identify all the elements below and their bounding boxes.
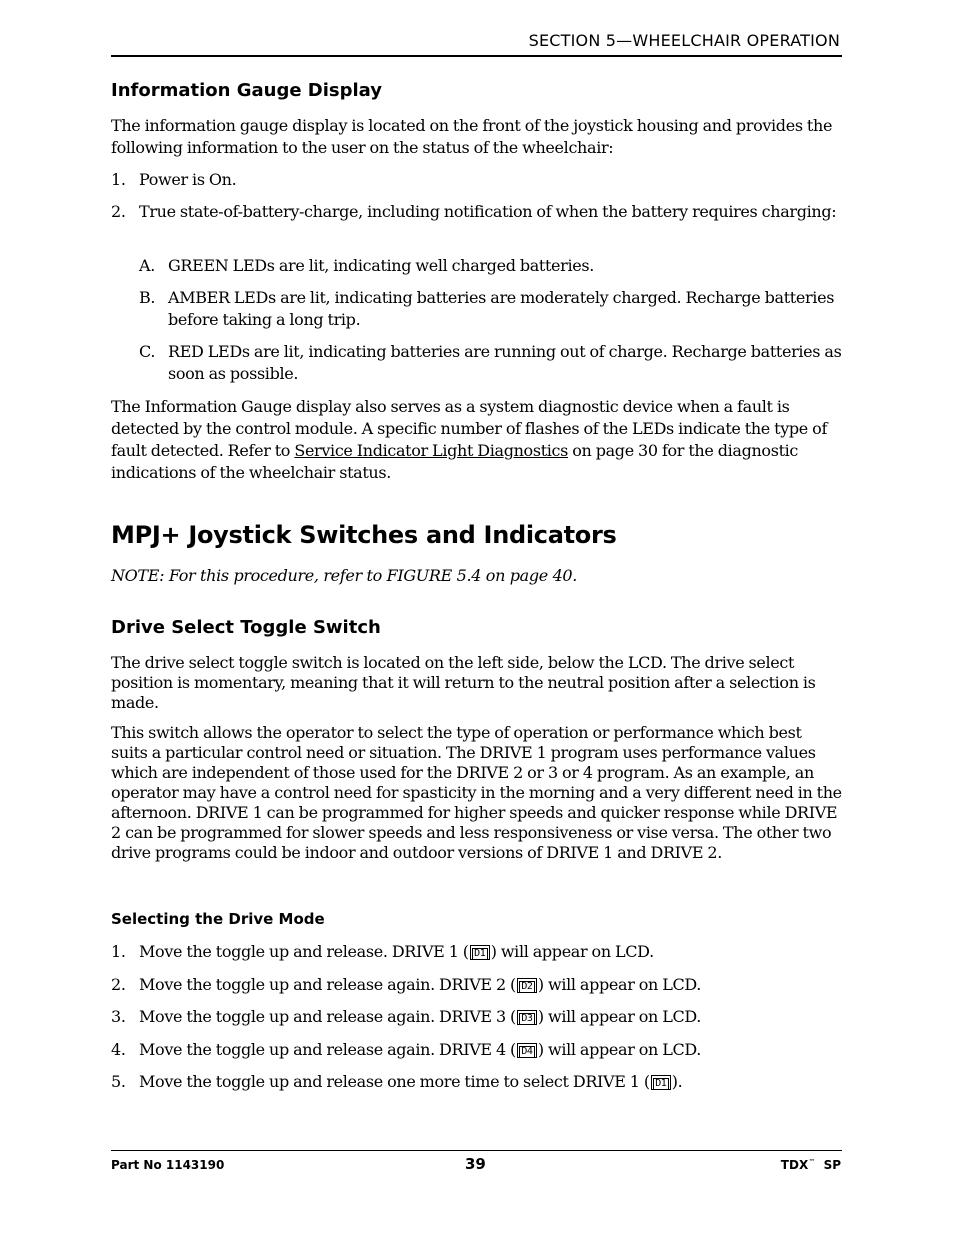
part-number: Part No 1143190 bbox=[111, 1158, 225, 1172]
sub-list-item-text: AMBER LEDs are lit, indicating batteries are moderately charged. Recharge batteries before taking a long trip. bbox=[168, 288, 835, 329]
drive-step-text-pre: Move the toggle up and release again. DRIVE 2 ( bbox=[139, 975, 516, 994]
drive-step-number: 2. bbox=[111, 975, 126, 994]
drive-1-icon: D1 bbox=[651, 1075, 671, 1090]
sub-list-item-letter: A. bbox=[139, 256, 155, 275]
sub-list-item-letter: B. bbox=[139, 288, 156, 307]
drive-step-number: 4. bbox=[111, 1040, 126, 1059]
product-suffix: SP bbox=[823, 1158, 841, 1172]
drive-select-para-2: This switch allows the operator to select the type of operation or performance which best suits a particular control need or situation. The DRIVE 1 program uses performance values which are independent of those used for the DRIVE 2 or 3 or 4 program. As an example, an operator may have a control need for spasticity in the morning and a very different need in the afternoon. DRIVE 1 can be programmed for higher speeds and quicker response while DRIVE 2 can be programmed for slower speeds and less responsiveness or vise versa. The other two drive programs could be indoor and outdoor versions of DRIVE 1 and DRIVE 2. bbox=[111, 723, 842, 862]
drive-4-icon: D4 bbox=[517, 1043, 537, 1058]
diagnostic-paragraph bbox=[111, 396, 842, 484]
trademark-symbol: ™ bbox=[808, 1158, 816, 1166]
info-gauge-heading: Information Gauge Display bbox=[111, 80, 383, 101]
sub-list-item-letter: C. bbox=[139, 342, 156, 361]
drive-step-number: 5. bbox=[111, 1072, 126, 1091]
list-item-text: True state-of-battery-charge, including notification of when the battery requires charging: bbox=[139, 202, 837, 221]
drive-1-icon: D1 bbox=[470, 945, 490, 960]
drive-select-heading: Drive Select Toggle Switch bbox=[111, 617, 381, 638]
info-gauge-intro: The information gauge display is located on the front of the joystick housing and provides the following information to the user on the status of the wheelchair: bbox=[111, 116, 833, 157]
drive-select-para-1: The drive select toggle switch is located on the left side, below the LCD. The drive select position is momentary, meaning that it will return to the neutral position after a selection is made. bbox=[111, 653, 816, 712]
header-rule bbox=[111, 55, 842, 57]
list-item bbox=[111, 169, 842, 191]
mpj-section-title: MPJ+ Joystick Switches and Indicators bbox=[111, 521, 617, 549]
diagnostic-text-post: on page 30 for the diagnostic indications of the wheelchair status. bbox=[111, 441, 799, 482]
drive-step bbox=[111, 974, 842, 996]
drive-step-number: 1. bbox=[111, 942, 126, 961]
drive-step-text-pre: Move the toggle up and release one more time to select DRIVE 1 ( bbox=[139, 1072, 650, 1091]
drive-step-text-post: ) will appear on LCD. bbox=[490, 942, 654, 961]
drive-step-text-post: ) will appear on LCD. bbox=[537, 1007, 702, 1026]
drive-step bbox=[111, 1039, 842, 1061]
drive-step-text-post: ) will appear on LCD. bbox=[537, 975, 702, 994]
drive-step-number: 3. bbox=[111, 1007, 126, 1026]
sub-list-item bbox=[139, 341, 842, 385]
drive-step-text-post: ). bbox=[671, 1072, 683, 1091]
drive-mode-heading: Selecting the Drive Mode bbox=[111, 910, 325, 928]
sub-list-item bbox=[139, 255, 842, 277]
drive-step-text-pre: Move the toggle up and release. DRIVE 1 ( bbox=[139, 942, 469, 961]
drive-step-text-post: ) will appear on LCD. bbox=[537, 1040, 702, 1059]
drive-step-text-pre: Move the toggle up and release again. DRIVE 4 ( bbox=[139, 1040, 516, 1059]
drive-step bbox=[111, 1071, 842, 1093]
drive-3-icon: D3 bbox=[517, 1010, 537, 1025]
running-header: SECTION 5—WHEELCHAIR OPERATION bbox=[528, 31, 840, 50]
product-name-text: TDX bbox=[780, 1158, 809, 1172]
list-item-number: 1. bbox=[111, 170, 126, 189]
sub-list-item-text: RED LEDs are lit, indicating batteries are running out of charge. Recharge batteries as soon as possible. bbox=[168, 342, 842, 383]
drive-step bbox=[111, 941, 842, 963]
drive-step bbox=[111, 1006, 842, 1028]
service-indicator-link[interactable]: Service Indicator Light Diagnostics bbox=[294, 441, 569, 460]
page-number: 39 bbox=[465, 1155, 486, 1173]
product-name bbox=[781, 1158, 841, 1172]
footer-rule bbox=[111, 1150, 842, 1151]
drive-2-icon: D2 bbox=[517, 978, 537, 993]
list-item-text: Power is On. bbox=[139, 170, 237, 189]
list-item-number: 2. bbox=[111, 202, 126, 221]
sub-list-item bbox=[139, 287, 842, 331]
procedure-note: NOTE: For this procedure, refer to FIGURE 5.4 on page 40. bbox=[111, 566, 577, 585]
diagnostic-text-pre: The Information Gauge display also serves as a system diagnostic device when a fault is detected by the control module. A specific number of flashes of the LEDs indicate the type of fault detected. Refer to bbox=[111, 397, 828, 460]
sub-list-item-text: GREEN LEDs are lit, indicating well charged batteries. bbox=[168, 256, 594, 275]
drive-step-text-pre: Move the toggle up and release again. DRIVE 3 ( bbox=[139, 1007, 516, 1026]
list-item bbox=[111, 201, 842, 245]
